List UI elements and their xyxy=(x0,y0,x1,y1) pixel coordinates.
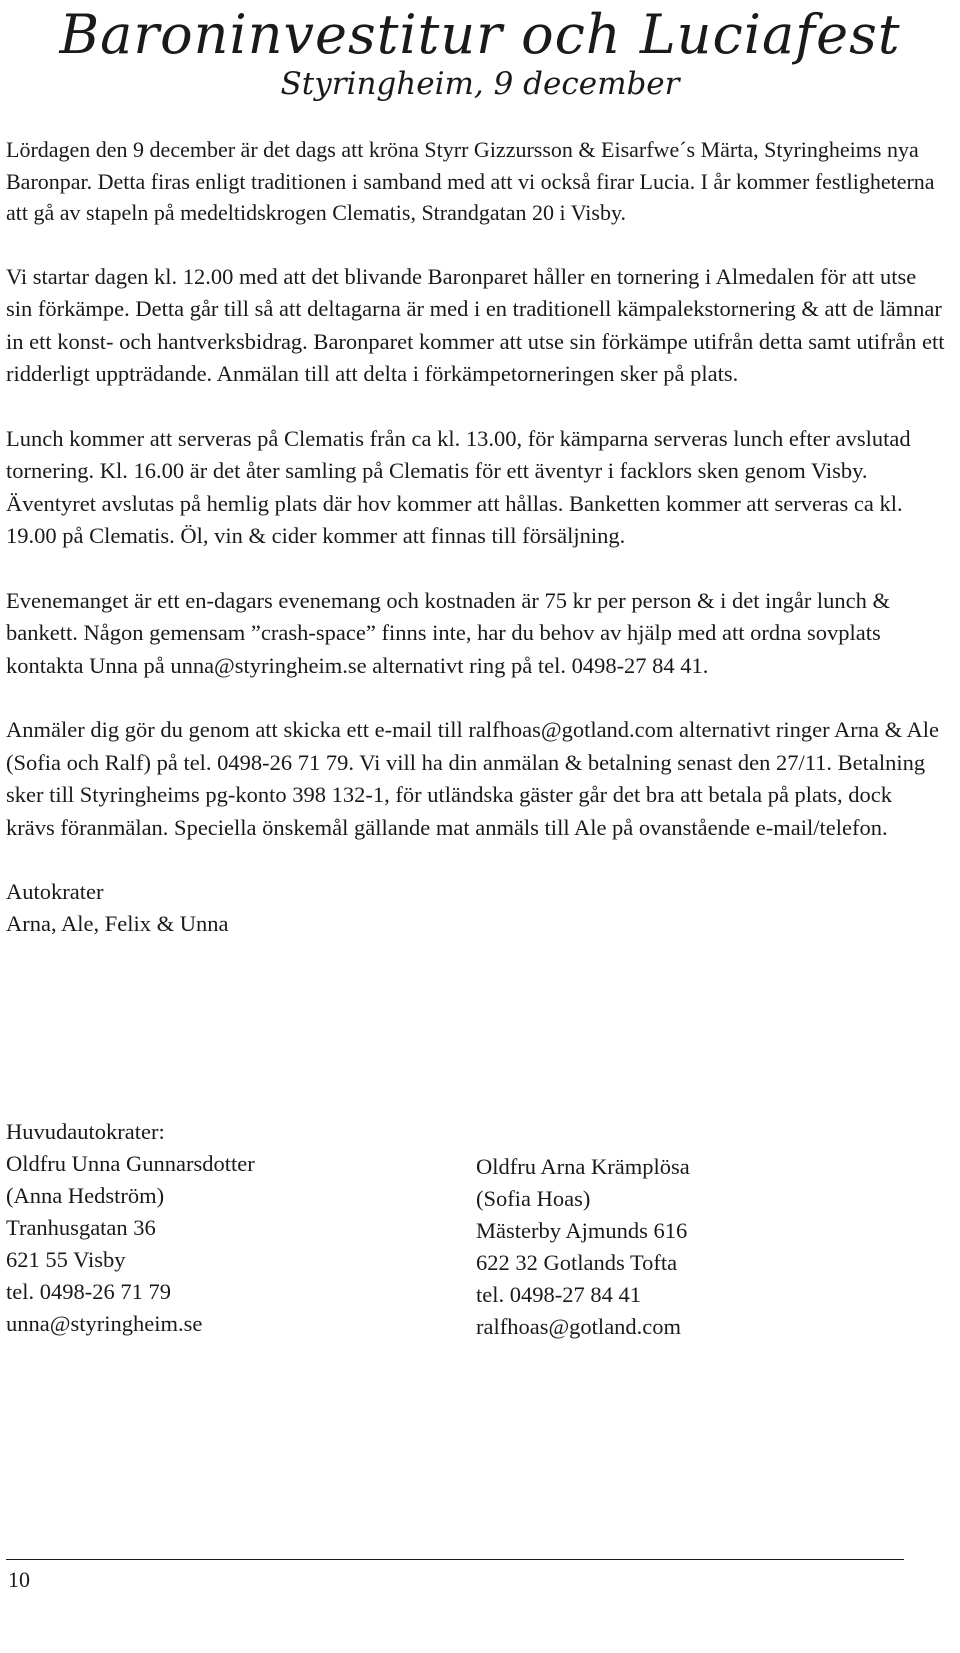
contact-phone: tel. 0498-27 84 41 xyxy=(476,1282,641,1307)
signoff xyxy=(6,876,946,940)
paragraph-intro: Lördagen den 9 december är det dags att kröna Styrr Gizzursson & Eisarfwe´s Märta, Styringheims nya Baronpar. Detta firas enligt traditionen i samband med att vi också firar Lucia. I år kommer festligheterna att gå av stapeln på medeltidskrogen Clematis, Strandgatan 20 i Visby. xyxy=(6,137,935,225)
contact-phone: tel. 0498-26 71 79 xyxy=(6,1279,171,1304)
paragraph-cost: Evenemanget är ett en-dagars evenemang och kostnaden är 75 kr per person & i det ingår lunch & bankett. Någon gemensam ”crash-space” finns inte, har du behov av hjälp med att ordna sovplats kontakta Unna på unna@styringheim.se alternativt ring på tel. 0498-27 84 41. xyxy=(6,587,891,678)
page-number: 10 xyxy=(8,1567,30,1592)
contact-email: ralfhoas@gotland.com xyxy=(476,1314,682,1339)
footer-divider xyxy=(6,1559,904,1560)
contact-street: Mästerby Ajmunds 616 xyxy=(476,1218,688,1243)
paragraph-tournament: Vi startar dagen kl. 12.00 med att det blivande Baronparet håller en tornering i Almedalen för att utse sin förkämpe. Detta går till så att deltagarna är med i en traditionell kämpalekstornering & att de lämnar in ett konst- och hantverksbidrag. Baronparet kommer att utse sin förkämpe utifrån detta samt utifrån ett ridderligt uppträdande. Anmälan till att delta i förkämpetorneringen sker på plats. xyxy=(6,263,945,386)
contacts-heading: Huvudautokrater: xyxy=(6,1119,165,1144)
contact-left xyxy=(6,1148,255,1340)
contact-city: 622 32 Gotlands Tofta xyxy=(476,1250,678,1275)
contact-email: unna@styringheim.se xyxy=(6,1311,203,1336)
contact-street: Tranhusgatan 36 xyxy=(6,1215,156,1240)
contact-right xyxy=(476,1151,690,1343)
signoff-role: Autokrater xyxy=(6,879,104,904)
contact-city: 621 55 Visby xyxy=(6,1247,126,1272)
contacts-section xyxy=(6,1116,946,1356)
signoff-names: Arna, Ale, Felix & Unna xyxy=(6,911,229,936)
paragraph-schedule: Lunch kommer att serveras på Clematis från ca kl. 13.00, för kämparna serveras lunch efter avslutad tornering. Kl. 16.00 är det åter samling på Clematis för ett äventyr i facklors sken genom Visby. Äventyret avslutas på hemlig plats där hov kommer att hållas. Banketten kommer att serveras ca kl. 19.00 på Clematis. Öl, vin & cider kommer att finnas till försäljning. xyxy=(6,425,911,548)
page-subtitle: Styringheim, 9 december xyxy=(280,66,680,102)
contact-name: Oldfru Arna Krämplösa xyxy=(476,1154,690,1179)
contact-real-name: (Sofia Hoas) xyxy=(476,1186,591,1211)
page-title: Baroninvestitur och Luciafest xyxy=(59,3,901,66)
contact-name: Oldfru Unna Gunnarsdotter xyxy=(6,1151,255,1176)
paragraph-registration: Anmäler dig gör du genom att skicka ett e-mail till ralfhoas@gotland.com alternativt ringer Arna & Ale (Sofia och Ralf) på tel. 0498-26 71 79. Vi vill ha din anmälan & betalning senast den 27/11. Betalning sker till Styringheims pg-konto 398 132-1, för utländska gäster går det bra att betala på plats, dock krävs föranmälan. Speciella önskemål gällande mat anmäls till Ale på ovanstående e-mail/telefon. xyxy=(6,717,939,840)
contact-real-name: (Anna Hedström) xyxy=(6,1183,165,1208)
body-text xyxy=(6,134,946,970)
